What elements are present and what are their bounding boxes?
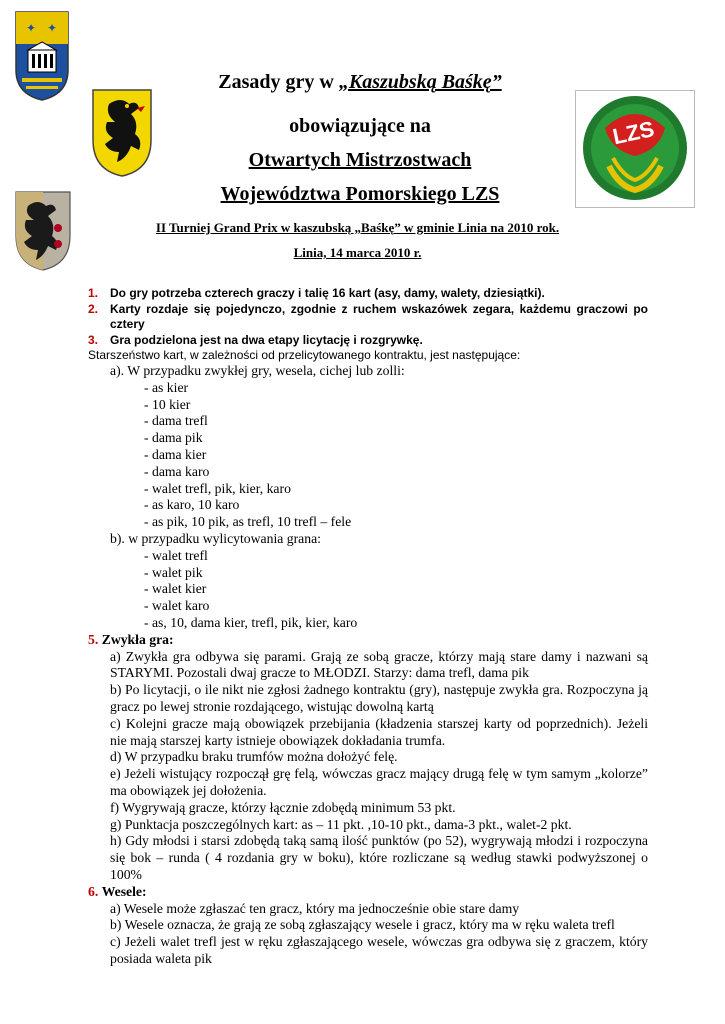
section-6-paragraph: b) Wesele oznacza, że grają ze sobą zgłaszający wesele i gracz, który ma w ręku waleta trefl (110, 917, 615, 933)
section-5-heading: 5. Zwykła gra: (88, 631, 174, 647)
order-a-item: - as karo, 10 karo (144, 497, 240, 513)
svg-text:✦: ✦ (47, 21, 58, 35)
order-b-item: - walet kier (144, 581, 207, 597)
section-6-heading: 6. Wesele: (88, 883, 147, 899)
order-a-item: - dama pik (144, 430, 203, 446)
order-a-item: - 10 kier (144, 396, 191, 412)
order-a-item: - walet trefl, pik, kier, karo (144, 480, 291, 496)
order-b-item: - walet trefl (144, 547, 208, 563)
order-a-title: a). W przypadku zwykłej gry, wesela, cichej lub zolli: (110, 363, 405, 378)
order-b-item: - as, 10, dama kier, trefl, pik, kier, karo (144, 614, 358, 630)
subtitle: II Turniej Grand Prix w kaszubską „Baśkę” w gminie Linia na 2010 rok. (155, 220, 560, 235)
section-6-paragraph: c) Jeżeli walet trefl jest w ręku zgłaszającego wesele, wówczas gra odbywa się z graczem, który posiada waleta pik (110, 934, 648, 966)
pomeranian-griffin-crest (91, 88, 153, 178)
section-5-paragraph: c) Kolejni gracze mają obowiązek przebijania (kładzenia starszej karty od poprzednich). Jeżeli nie mają starszej karty istnieje obowiązek dokładania trumfa. (110, 715, 648, 748)
griffin-crest-silver (14, 190, 72, 272)
date-line: Linia, 14 marca 2010 r. (293, 245, 422, 260)
svg-text:✦: ✦ (26, 21, 37, 35)
title-line-1: Zasady gry w „Kaszubską Baśkę” (218, 71, 502, 93)
section-5-paragraph: d) W przypadku braku trumfów można dołożyć felę. (110, 749, 398, 765)
rule-3: 3. Gra podzielona jest na dwa etapy licytację i rozgrywkę. (88, 332, 423, 347)
order-a-item: - as pik, 10 pik, as trefl, 10 trefl – fele (144, 514, 352, 530)
order-a-item: - dama kier (144, 446, 207, 462)
title-game-name: „Kaszubską Baśkę” (338, 71, 502, 93)
municipal-crest-top (14, 10, 70, 102)
section-5-paragraph: f) Wygrywają gracze, którzy łącznie zdobędą minimum 53 pkt. (110, 799, 456, 815)
section-5-paragraph: b) Po licytacji, o ile nikt nie zgłosi żadnego kontraktu (gry), następuje zwykła gra. Rozpoczyna ją gracz po lewej stronie rozdającego, wistując dowolną kartą (110, 682, 648, 714)
lzs-logo (575, 90, 695, 208)
order-b-item: - walet pik (144, 564, 203, 580)
title-line-4: Województwa Pomorskiego LZS (220, 183, 500, 205)
order-a-item: - as kier (144, 379, 189, 395)
card-order-intro: Starszeństwo kart, w zależności od przelicytowanego kontraktu, jest następujące: (88, 348, 521, 362)
section-5-paragraph: a) Zwykła gra odbywa się parami. Grają ze sobą gracze, którzy mają stare damy i nazwani są STARYMI. Pozostali dwaj gracze to MŁODZI. Starzy: dama trefl, dama pik (110, 648, 648, 681)
rules-body (88, 286, 648, 968)
rule-2: 2. Karty rozdaje się pojedynczo, zgodnie z ruchem wskazówek zegara, każdemu graczowi po cztery (88, 301, 648, 331)
lzs-logo-text: LZS (610, 116, 657, 150)
rule-1: 1. Do gry potrzeba czterech graczy i talię 16 kart (asy, damy, walety, dziesiątki). (88, 286, 545, 300)
title-line-3: Otwartych Mistrzostwach (248, 149, 472, 171)
title-line-2: obowiązujące na (289, 115, 431, 137)
section-5-paragraph: e) Jeżeli wistujący rozpoczął grę felą, wówczas gracz mający drugą felę w tym samym „kolorze” ma obowiązek jej dołożenia. (110, 766, 648, 798)
order-b-item: - walet karo (144, 598, 210, 614)
section-5-paragraph: g) Punktacja poszczególnych kart: as – 11 pkt. ,10-10 pkt., dama-3 pkt., walet-2 pkt. (110, 816, 572, 832)
section-5-paragraph: h) Gdy młodsi i starsi zdobędą taką samą ilość punktów (po 52), wygrywają młodzi i rozpoczyna się bok – runda ( 4 rozdania gry w boku), które rozliczane są według stawki podwyższonej o 100% (110, 833, 648, 882)
order-a-item: - dama karo (144, 463, 210, 479)
order-b-title: b). w przypadku wylicytowania grana: (110, 530, 321, 546)
section-6-paragraph: a) Wesele może zgłaszać ten gracz, który ma jednocześnie obie stare damy (110, 900, 520, 916)
order-a-item: - dama trefl (144, 413, 208, 429)
